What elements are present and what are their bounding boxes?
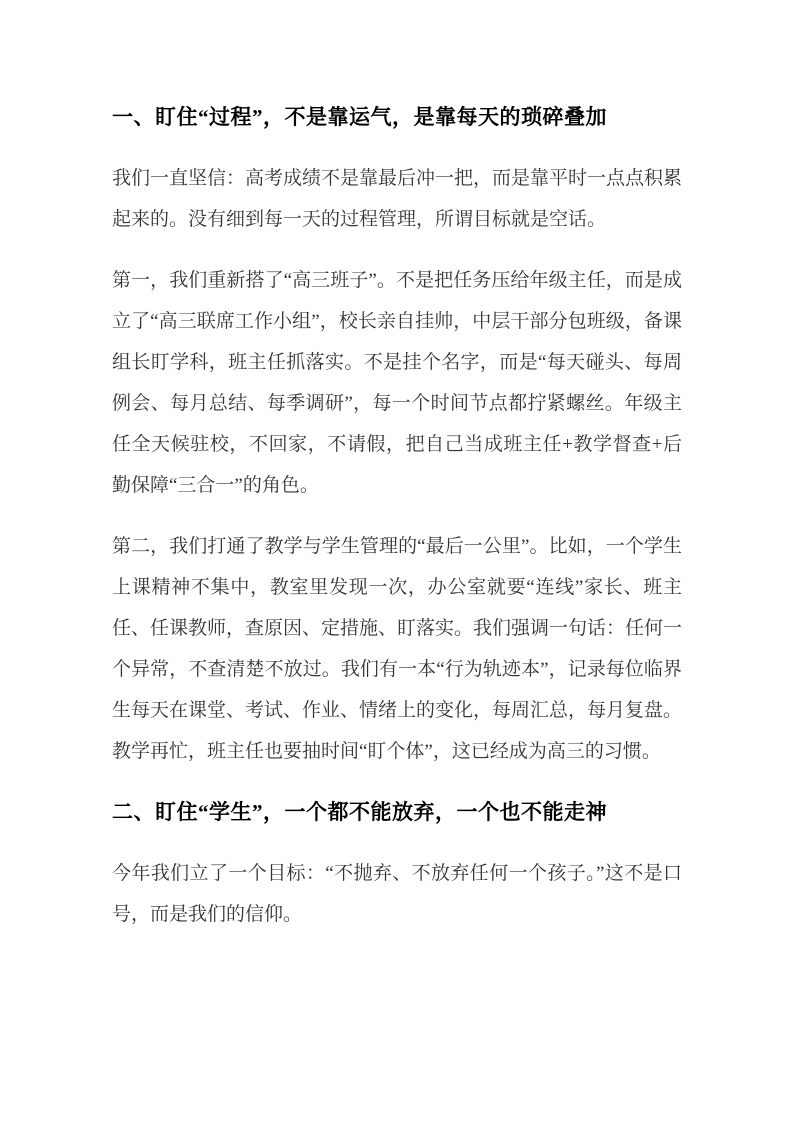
section-heading-1: 一、盯住“过程”，不是靠运气，是靠每天的琐碎叠加 (112, 105, 607, 129)
paragraph-goal: 今年我们立了一个目标：“不抛弃、不放弃任何一个孩子。”这不是口号，而是我们的信仰。 (112, 863, 682, 925)
paragraph-belief: 我们一直坚信：高考成绩不是靠最后冲一把，而是靠平时一点点积累起来的。没有细到每一天的过程管理，所谓目标就是空话。 (112, 168, 683, 230)
paragraph-second-measure: 第二，我们打通了教学与学生管理的“最后一公里”。比如，一个学生上课精神不集中，教室里发现一次，办公室就要“连线”家长、班主任、任课教师，查原因、定措施、盯落实。我们强调一句话：任何一个异常，不查清楚不放过。我们有一本“行为轨迹本”，记录每位临界生每天在课堂、考试、作业、情绪上的变化，每周汇总，每月复盘。教学再忙，班主任也要抽时间“盯个体”，这已经成为高三的习惯。 (112, 536, 683, 762)
paragraph-first-measure: 第一，我们重新搭了“高三班子”。不是把任务压给年级主任，而是成立了“高三联席工作小组”，校长亲自挂帅，中层干部分包班级，备课组长盯学科，班主任抓落实。不是挂个名字，而是“每天碰头、每周例会、每月总结、每季调研”，每一个时间节点都拧紧螺丝。年级主任全天候驻校，不回家，不请假，把自己当成班主任+教学督查+后勤保障“三合一”的角色。 (112, 270, 682, 496)
section-heading-2: 二、盯住“学生”，一个都不能放弃，一个也不能走神 (112, 800, 607, 824)
